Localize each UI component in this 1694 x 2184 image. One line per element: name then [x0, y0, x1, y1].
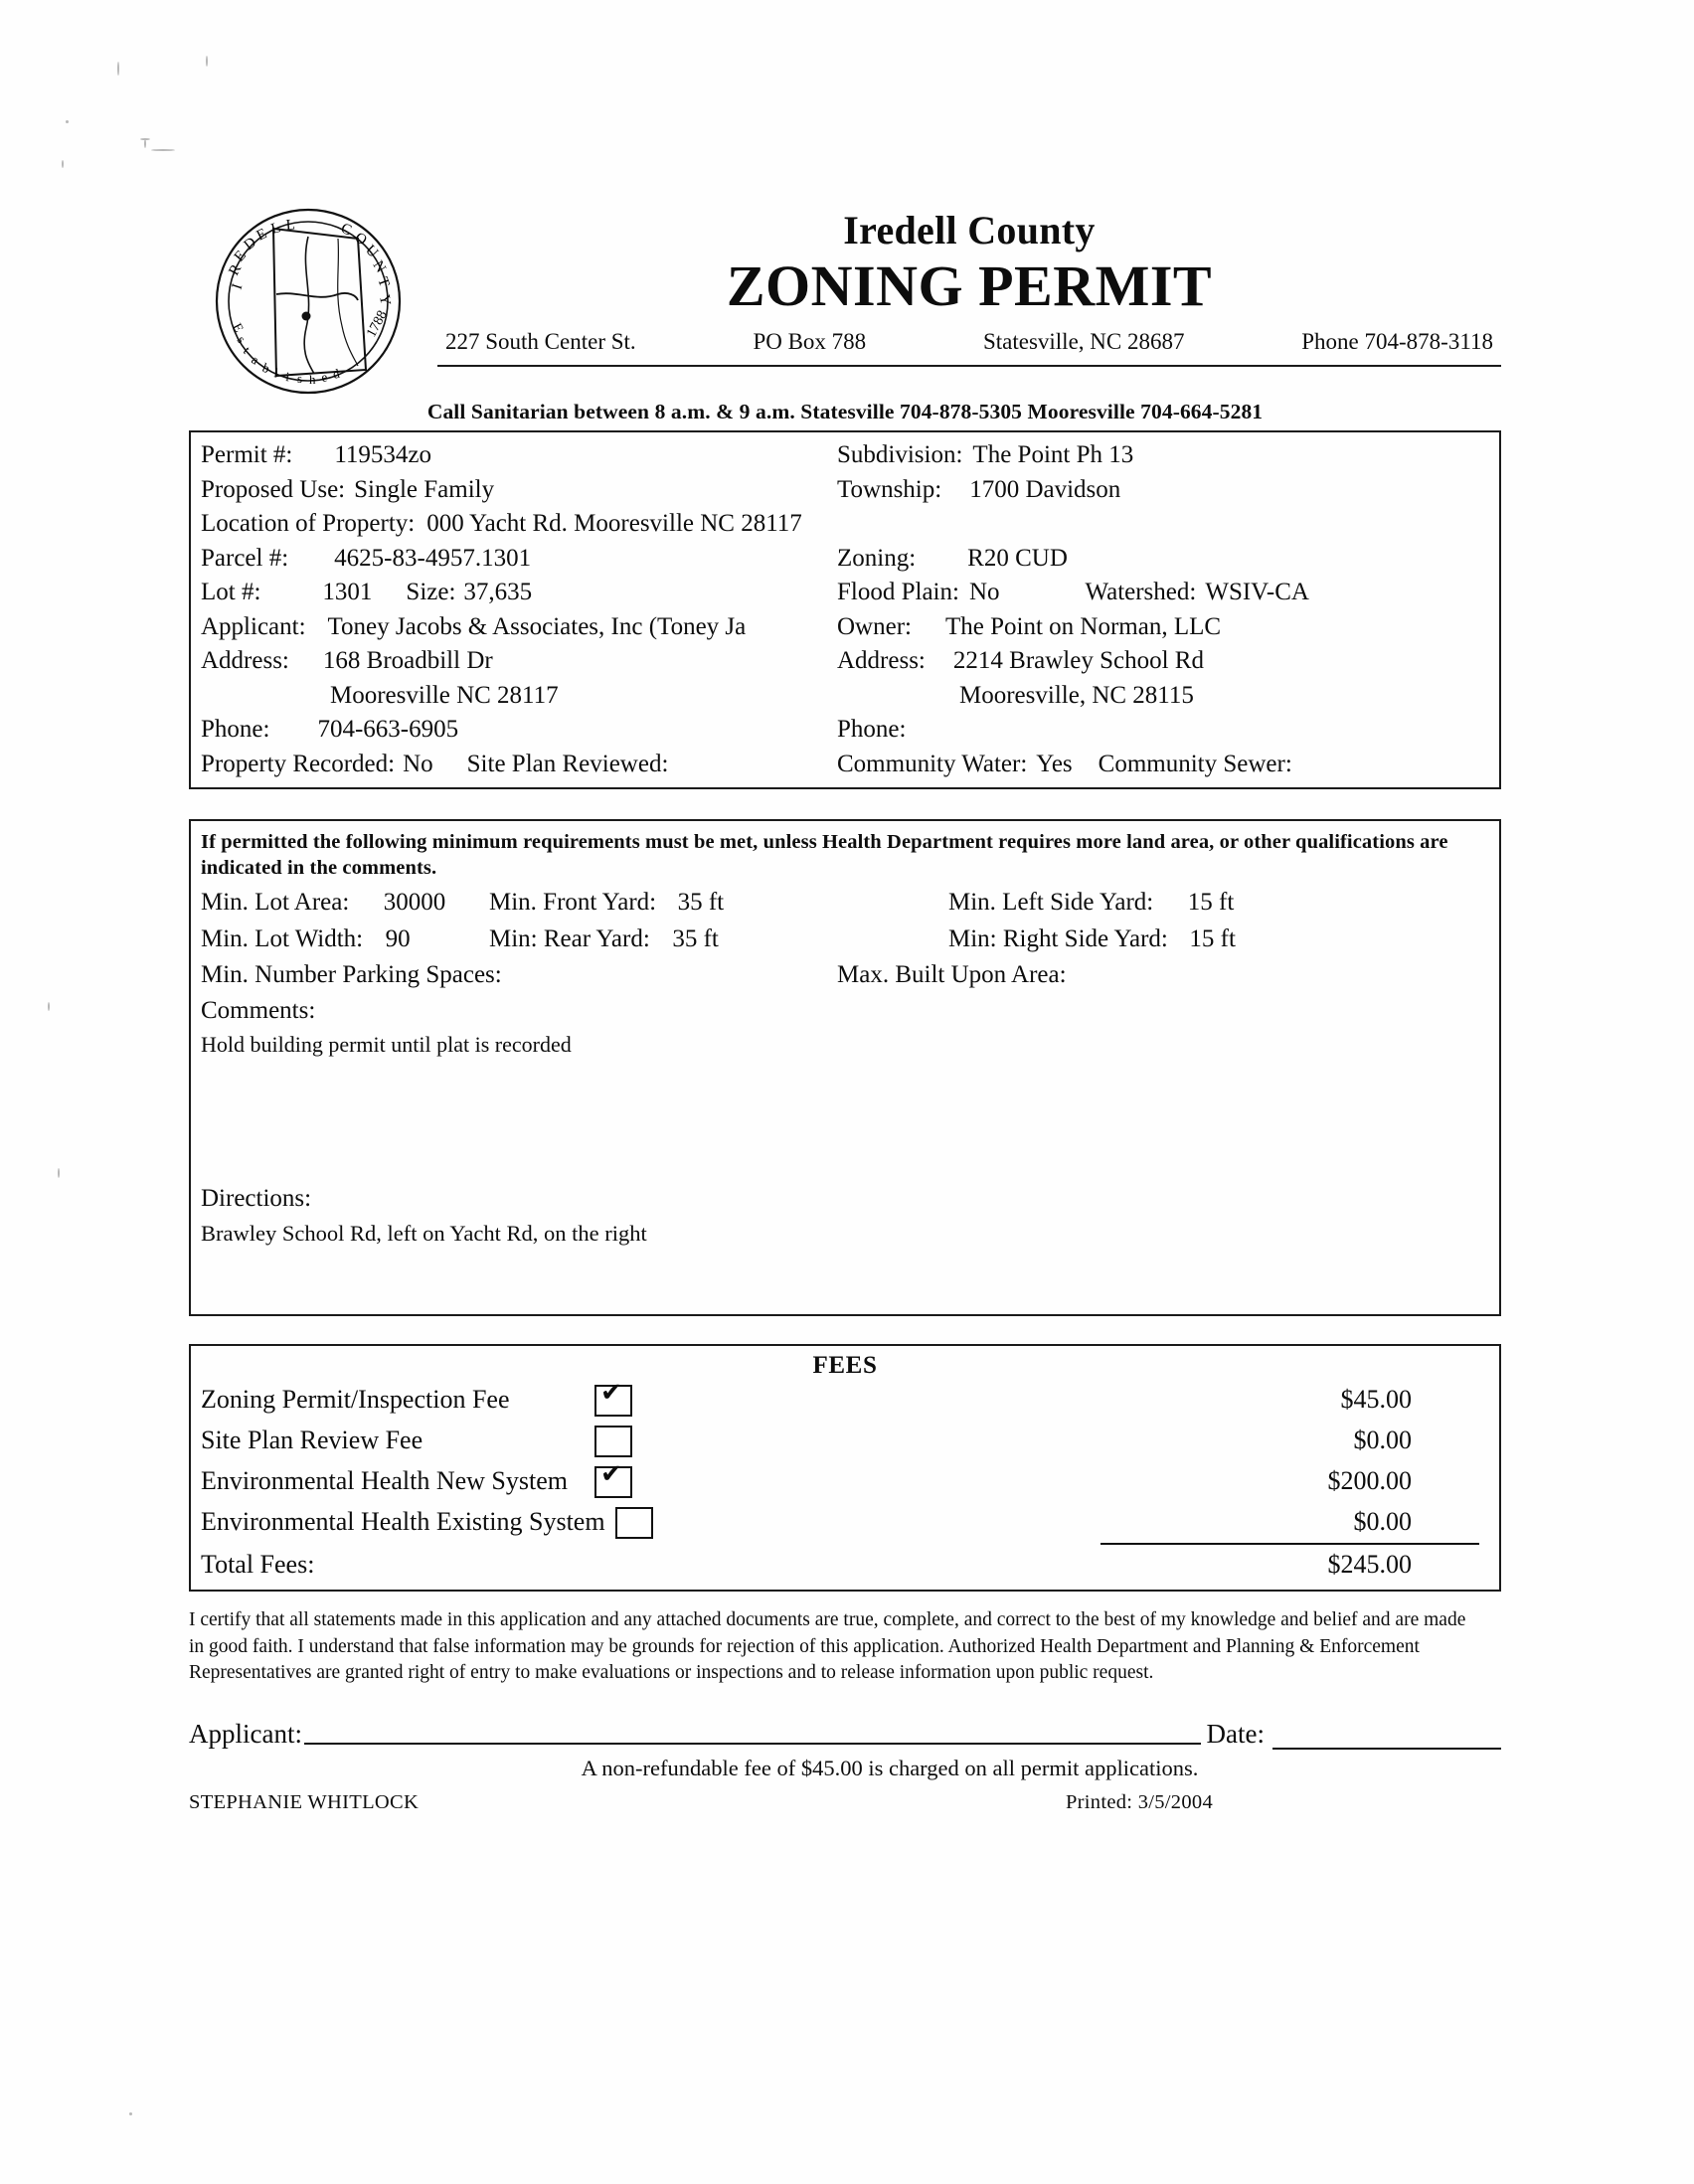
max-built-upon-area-label: Max. Built Upon Area:: [837, 960, 1067, 988]
min-lot-width-label: Min. Lot Width:: [201, 924, 364, 952]
svg-text:E: E: [231, 248, 250, 265]
min-left-side-yard-label: Min. Left Side Yard:: [948, 889, 1154, 917]
fees-box: [189, 1344, 1501, 1592]
community-water-label: Community Water:: [837, 750, 1028, 777]
fees-title: FEES: [812, 1352, 878, 1379]
owner-address-line1: 2214 Brawley School Rd: [952, 647, 1204, 674]
svg-text:T: T: [374, 274, 393, 289]
proposed-use-value: Single Family: [354, 475, 495, 503]
date-label: Date:: [1206, 1718, 1265, 1749]
certification-text: I certify that all statements made in this application and any attached documents are true, complete, and correct to the best of my knowledge and belief and are made in good faith. I understand that false information may be grounds for rejection of this application. Authorized Health Department and Planning & Enforcement Representatives are granted right of entry to make evaluations or inspections and to release information upon public request.: [189, 1609, 1466, 1684]
permit-info-box: [189, 430, 1501, 789]
comments-label: Comments:: [201, 997, 316, 1025]
info-row-phone: [191, 713, 1499, 748]
svg-text:i: i: [284, 369, 290, 385]
fee-amount: $0.00: [1353, 1426, 1412, 1455]
svg-text:l: l: [272, 365, 280, 381]
min-rear-yard-label: Min: Rear Yard:: [489, 924, 650, 952]
subdivision-value: The Point Ph 13: [972, 441, 1134, 468]
watershed-value: WSIV-CA: [1205, 579, 1309, 605]
fee-amount: $200.00: [1327, 1466, 1412, 1496]
scan-speck: [144, 139, 146, 148]
signature-row: [189, 1717, 1501, 1750]
info-row-applicant: [191, 610, 1499, 645]
title-block: [437, 189, 1501, 367]
parcel-label: Parcel #:: [201, 544, 289, 572]
watershed-label: Watershed:: [1085, 579, 1197, 605]
min-lot-width-value: 90: [385, 924, 411, 952]
scan-speck: [48, 1002, 50, 1011]
flood-plain-label: Flood Plain:: [837, 579, 959, 605]
total-fees-label: Total Fees:: [201, 1550, 315, 1580]
street-address: 227 South Center St.: [445, 328, 636, 354]
owner-label: Owner:: [837, 612, 912, 640]
scan-speck: [58, 1168, 60, 1178]
requirements-row-1: [201, 885, 1489, 921]
header-divider: [437, 365, 1501, 367]
form-header: [189, 189, 1501, 393]
po-box: PO Box 788: [753, 328, 867, 354]
checkbox-site-plan-review-fee[interactable]: [594, 1426, 632, 1457]
requirements-row-2: [201, 922, 1489, 957]
min-rear-yard-value: 35 ft: [672, 924, 719, 952]
applicant-phone-value: 704-663-6905: [317, 716, 459, 743]
directions-value: Brawley School Rd, left on Yacht Rd, on the right: [201, 1221, 647, 1247]
min-left-side-yard-value: 15 ft: [1187, 889, 1235, 917]
svg-text:N: N: [369, 257, 389, 276]
fee-label: Environmental Health Existing System: [201, 1507, 605, 1537]
applicant-address-line2: Mooresville NC 28117: [330, 681, 559, 709]
svg-text:b: b: [259, 359, 272, 377]
scan-speck: [151, 149, 175, 151]
svg-text:D: D: [241, 234, 260, 254]
fee-checkbox-cell[interactable]: [584, 1426, 643, 1457]
fee-label: Environmental Health New System: [201, 1466, 568, 1496]
checkbox-env-health-existing-system[interactable]: [615, 1507, 653, 1539]
svg-text:d: d: [331, 365, 342, 382]
clerk-name: STEPHANIE WHITLOCK: [189, 1790, 420, 1813]
svg-text:I: I: [229, 281, 247, 292]
lot-number-label: Lot #:: [201, 579, 261, 605]
info-row-status: [191, 748, 1499, 782]
township-label: Township:: [837, 475, 942, 503]
svg-text:L: L: [285, 217, 296, 234]
size-label: Size:: [406, 579, 456, 605]
scan-speck: [117, 62, 119, 76]
svg-text:s: s: [234, 332, 250, 346]
permit-number-value: 119534zo: [334, 441, 432, 468]
svg-text:C: C: [338, 220, 354, 240]
fee-label: Zoning Permit/Inspection Fee: [201, 1385, 510, 1415]
size-value: 37,635: [463, 579, 533, 605]
lot-number-value: 1301: [322, 579, 373, 605]
applicant-value: Toney Jacobs & Associates, Inc (Toney Ja: [327, 612, 747, 640]
community-sewer-label: Community Sewer:: [1098, 750, 1292, 777]
svg-text:L: L: [269, 220, 282, 238]
svg-text:O: O: [351, 230, 370, 250]
county-name: Iredell County: [843, 208, 1096, 252]
township-value: 1700 Davidson: [969, 475, 1121, 503]
proposed-use-label: Proposed Use:: [201, 475, 346, 503]
info-row-lot: [191, 576, 1499, 610]
fee-amount: $0.00: [1353, 1507, 1412, 1537]
scan-speck: [206, 56, 208, 67]
owner-value: The Point on Norman, LLC: [944, 612, 1222, 640]
fee-checkbox-cell[interactable]: [611, 1507, 657, 1539]
minimum-requirements-box: [189, 819, 1501, 1316]
scan-speck: [140, 138, 150, 140]
owner-address-label: Address:: [837, 647, 926, 674]
scan-speck: [66, 120, 69, 123]
sanitarian-call-line: Call Sanitarian between 8 a.m. & 9 a.m. Statesville 704-878-5305 Mooresville 704-664-5281: [426, 400, 1264, 423]
svg-text:e: e: [320, 369, 329, 385]
office-phone: Phone 704-878-3118: [1301, 328, 1493, 354]
fee-row: [201, 1502, 1489, 1543]
scan-speck: [129, 2112, 132, 2115]
fee-amount: $45.00: [1340, 1385, 1412, 1415]
property-recorded-label: Property Recorded:: [201, 750, 396, 777]
min-lot-area-value: 30000: [383, 889, 446, 917]
owner-phone-label: Phone:: [837, 716, 907, 743]
permit-form: [189, 189, 1501, 1814]
county-seal-graphic: [189, 199, 427, 408]
owner-address-line2: Mooresville, NC 28115: [959, 681, 1194, 709]
requirements-note: If permitted the following minimum requirements must be met, unless Health Department requires more land area, or other qualifications are indicated in the comments.: [201, 831, 1448, 880]
min-right-side-yard-label: Min: Right Side Yard:: [948, 924, 1168, 952]
fees-subtotal-rule: [1101, 1543, 1479, 1545]
svg-text:R: R: [226, 261, 246, 278]
svg-text:U: U: [362, 242, 382, 261]
directions-label: Directions:: [201, 1185, 312, 1213]
office-address-line: [437, 329, 1501, 355]
checkbox-env-health-new-system[interactable]: [594, 1466, 632, 1498]
total-fees-amount: $245.00: [1327, 1550, 1412, 1580]
location-value: 000 Yacht Rd. Mooresville NC 28117: [426, 510, 802, 537]
zoning-label: Zoning:: [837, 544, 917, 572]
min-parking-spaces-label: Min. Number Parking Spaces:: [201, 960, 502, 988]
date-field[interactable]: [1272, 1722, 1501, 1750]
info-row-permit: [191, 438, 1499, 473]
info-row-address-2: [191, 679, 1499, 714]
info-row-address-1: [191, 644, 1499, 679]
requirements-row-3: [201, 957, 1489, 993]
form-footer: [189, 1791, 1501, 1814]
svg-text:t: t: [240, 343, 254, 357]
info-row-parcel: [191, 542, 1499, 577]
svg-text:s: s: [297, 371, 303, 386]
scan-speck: [62, 160, 64, 168]
info-row-location: [191, 507, 1499, 542]
checkbox-zoning-permit-fee[interactable]: [594, 1385, 632, 1417]
parcel-value: 4625-83-4957.1301: [334, 544, 532, 572]
community-water-value: Yes: [1036, 750, 1073, 777]
comments-value: Hold building permit until plat is recorded: [201, 1032, 572, 1058]
applicant-address-label: Address:: [201, 647, 289, 674]
printed-date: Printed: 3/5/2004: [1065, 1790, 1213, 1813]
city-state-zip: Statesville, NC 28687: [982, 328, 1185, 354]
location-label: Location of Property:: [201, 510, 416, 537]
site-plan-reviewed-label: Site Plan Reviewed:: [466, 750, 669, 777]
applicant-signature-label: Applicant:: [189, 1718, 302, 1749]
svg-text:h: h: [309, 372, 316, 387]
min-lot-area-label: Min. Lot Area:: [201, 889, 350, 917]
fee-row-total: [201, 1545, 1489, 1586]
subdivision-label: Subdivision:: [837, 441, 963, 468]
zoning-value: R20 CUD: [967, 544, 1068, 572]
fee-row: [201, 1421, 1489, 1461]
svg-text:E: E: [230, 320, 248, 335]
svg-text:a: a: [249, 351, 262, 368]
applicant-address-line1: 168 Broadbill Dr: [322, 647, 493, 674]
property-recorded-value: No: [403, 750, 433, 777]
svg-text:E: E: [254, 226, 269, 245]
applicant-label: Applicant:: [201, 612, 306, 640]
applicant-signature-field[interactable]: [304, 1717, 1201, 1745]
min-front-yard-value: 35 ft: [677, 889, 725, 917]
applicant-phone-label: Phone:: [201, 716, 270, 743]
page-title: ZONING PERMIT: [726, 253, 1213, 318]
min-right-side-yard-value: 15 ft: [1189, 924, 1236, 952]
county-seal: [189, 199, 427, 408]
permit-number-label: Permit #:: [201, 441, 293, 468]
flood-plain-value: No: [968, 579, 1000, 605]
fee-checkbox-cell[interactable]: [584, 1466, 643, 1498]
svg-text:1788: 1788: [364, 308, 391, 340]
fee-checkbox-cell[interactable]: [584, 1385, 643, 1417]
fee-row: [201, 1380, 1489, 1421]
nonrefundable-note: A non-refundable fee of $45.00 is charged on all permit applications.: [581, 1755, 1199, 1780]
fee-label: Site Plan Review Fee: [201, 1426, 424, 1455]
min-front-yard-label: Min. Front Yard:: [489, 889, 657, 917]
svg-text:Y: Y: [376, 293, 394, 307]
fee-row: [201, 1461, 1489, 1502]
info-row-use: [191, 473, 1499, 508]
